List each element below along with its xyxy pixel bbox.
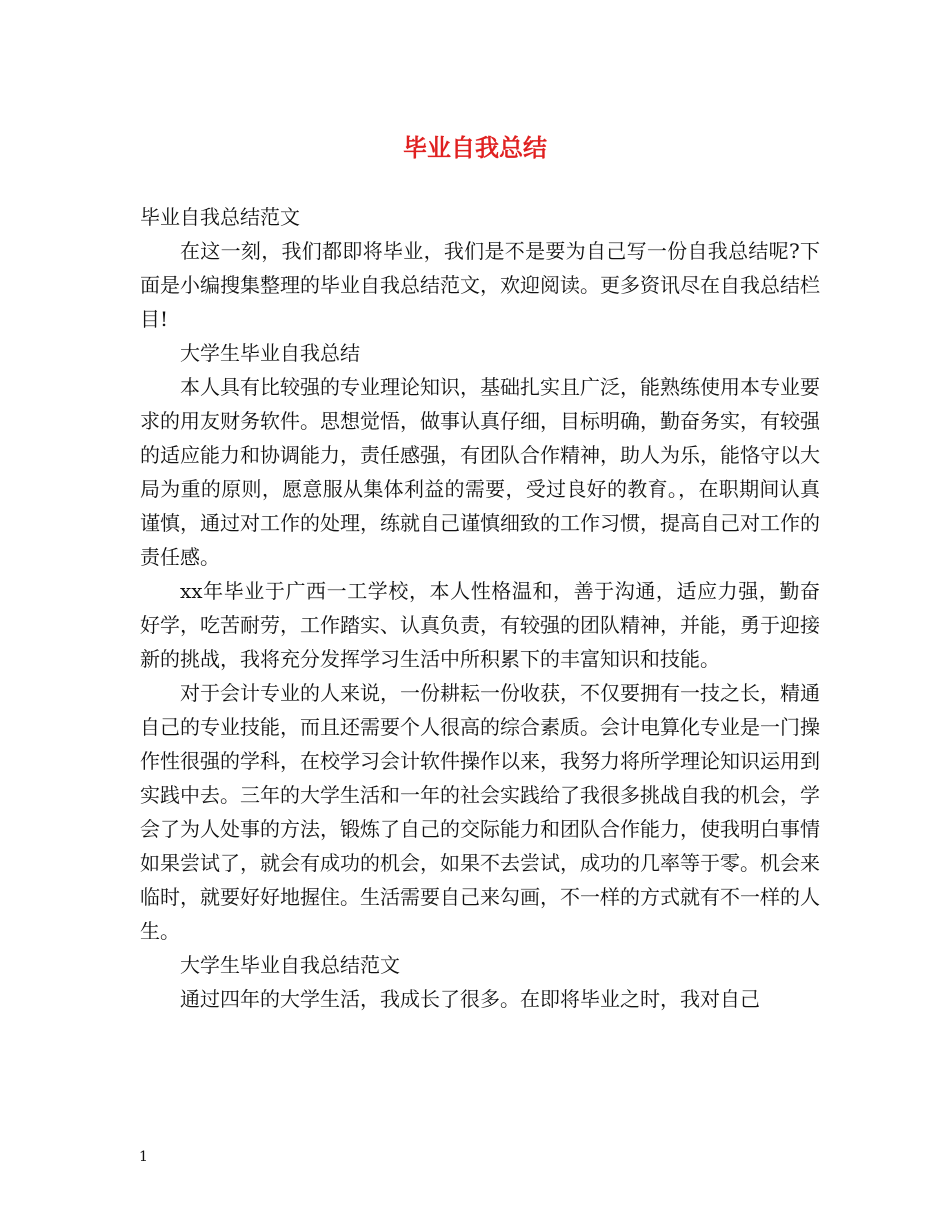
- body-paragraph: 本人具有比较强的专业理论知识，基础扎实且广泛，能熟练使用本专业要求的用友财务软件。思想觉悟，做事认真仔细，目标明确，勤奋务实，有较强的适应能力和协调能力，责任感强，有团队合作精神，助人为乐，能恪守以大局为重的原则，愿意服从集体利益的需要，受过良好的教育。，在职期间认真谨慎，通过对工作的处理，练就自己谨慎细致的工作习惯，提高自己对工作的责任感。: [140, 375, 820, 569]
- subtitle-paragraph: 毕业自我总结范文: [140, 205, 300, 229]
- body-paragraph: xx年毕业于广西一工学校，本人性格温和，善于沟通，适应力强，勤奋好学，吃苦耐劳，工作踏实、认真负责，有较强的团队精神，并能，勇于迎接新的挑战，我将充分发挥学习生活中所积累下的丰富知识和技能。: [140, 579, 820, 671]
- document-body: [140, 200, 820, 1016]
- section-heading: 大学生毕业自我总结: [180, 341, 360, 365]
- body-paragraph: 对于会计专业的人来说，一份耕耘一份收获，不仅要拥有一技之长，精通自己的专业技能，而且还需要个人很高的综合素质。会计电算化专业是一门操作性很强的学科，在校学习会计软件操作以来，我努力将所学理论知识运用到实践中去。三年的大学生活和一年的社会实践给了我很多挑战自我的机会，学会了为人处事的方法，锻炼了自己的交际能力和团队合作能力，使我明白事情如果尝试了，就会有成功的机会，如果不去尝试，成功的几率等于零。机会来临时，就要好好地握住。生活需要自己来勾画，不一样的方式就有不一样的人生。: [140, 681, 820, 943]
- intro-paragraph: 在这一刻，我们都即将毕业，我们是不是要为自己写一份自我总结呢?下面是小编搜集整理的毕业自我总结范文，欢迎阅读。更多资讯尽在自我总结栏目!: [140, 239, 820, 331]
- page-number: 1: [139, 1149, 148, 1165]
- document-title: 毕业自我总结: [403, 133, 547, 162]
- section-heading: 大学生毕业自我总结范文: [180, 953, 400, 977]
- body-paragraph: 通过四年的大学生活，我成长了很多。在即将毕业之时，我对自己: [180, 987, 760, 1011]
